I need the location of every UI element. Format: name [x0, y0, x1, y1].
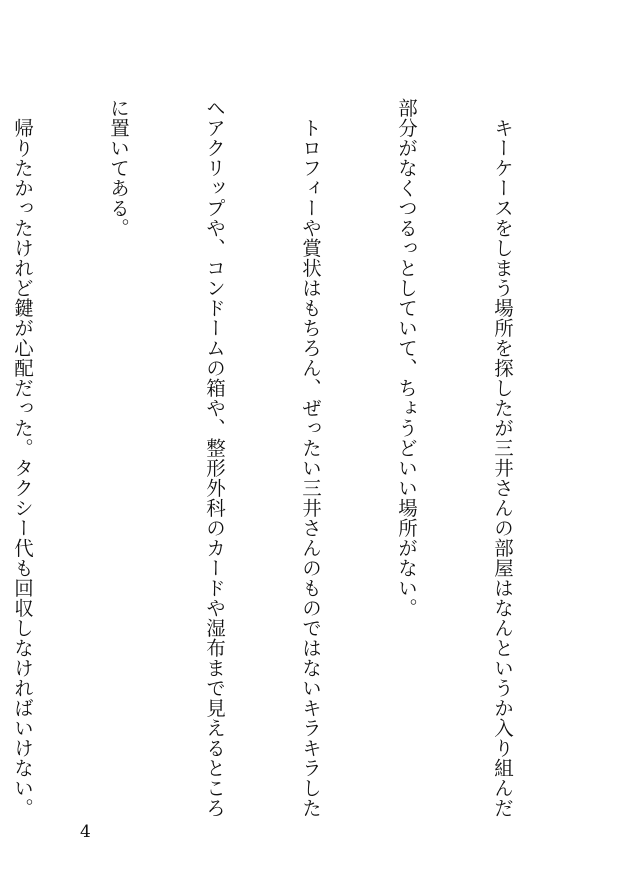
page-number: 4	[80, 822, 91, 842]
vertical-body-text	[11, 98, 582, 818]
text-column: に置いてある。	[107, 98, 130, 238]
text-column: 部分がなくつるっとしていて、ちょうどいい場所がない。	[395, 98, 418, 618]
text-column: キーケースをしまう場所を探したが三井さんの部屋はなんというか入り組んだ	[491, 98, 514, 818]
text-column: ヘアクリップや、コンドームの箱や、整形外科のカードや湿布まで見えるところ	[203, 98, 226, 818]
text-column: 帰りたかったけれど鍵が心配だった。タクシー代も回収しなければいけない。	[11, 98, 34, 818]
text-column: トロフィーや賞状はもちろん、ぜったい三井さんのものではないキラキラした	[299, 98, 322, 818]
